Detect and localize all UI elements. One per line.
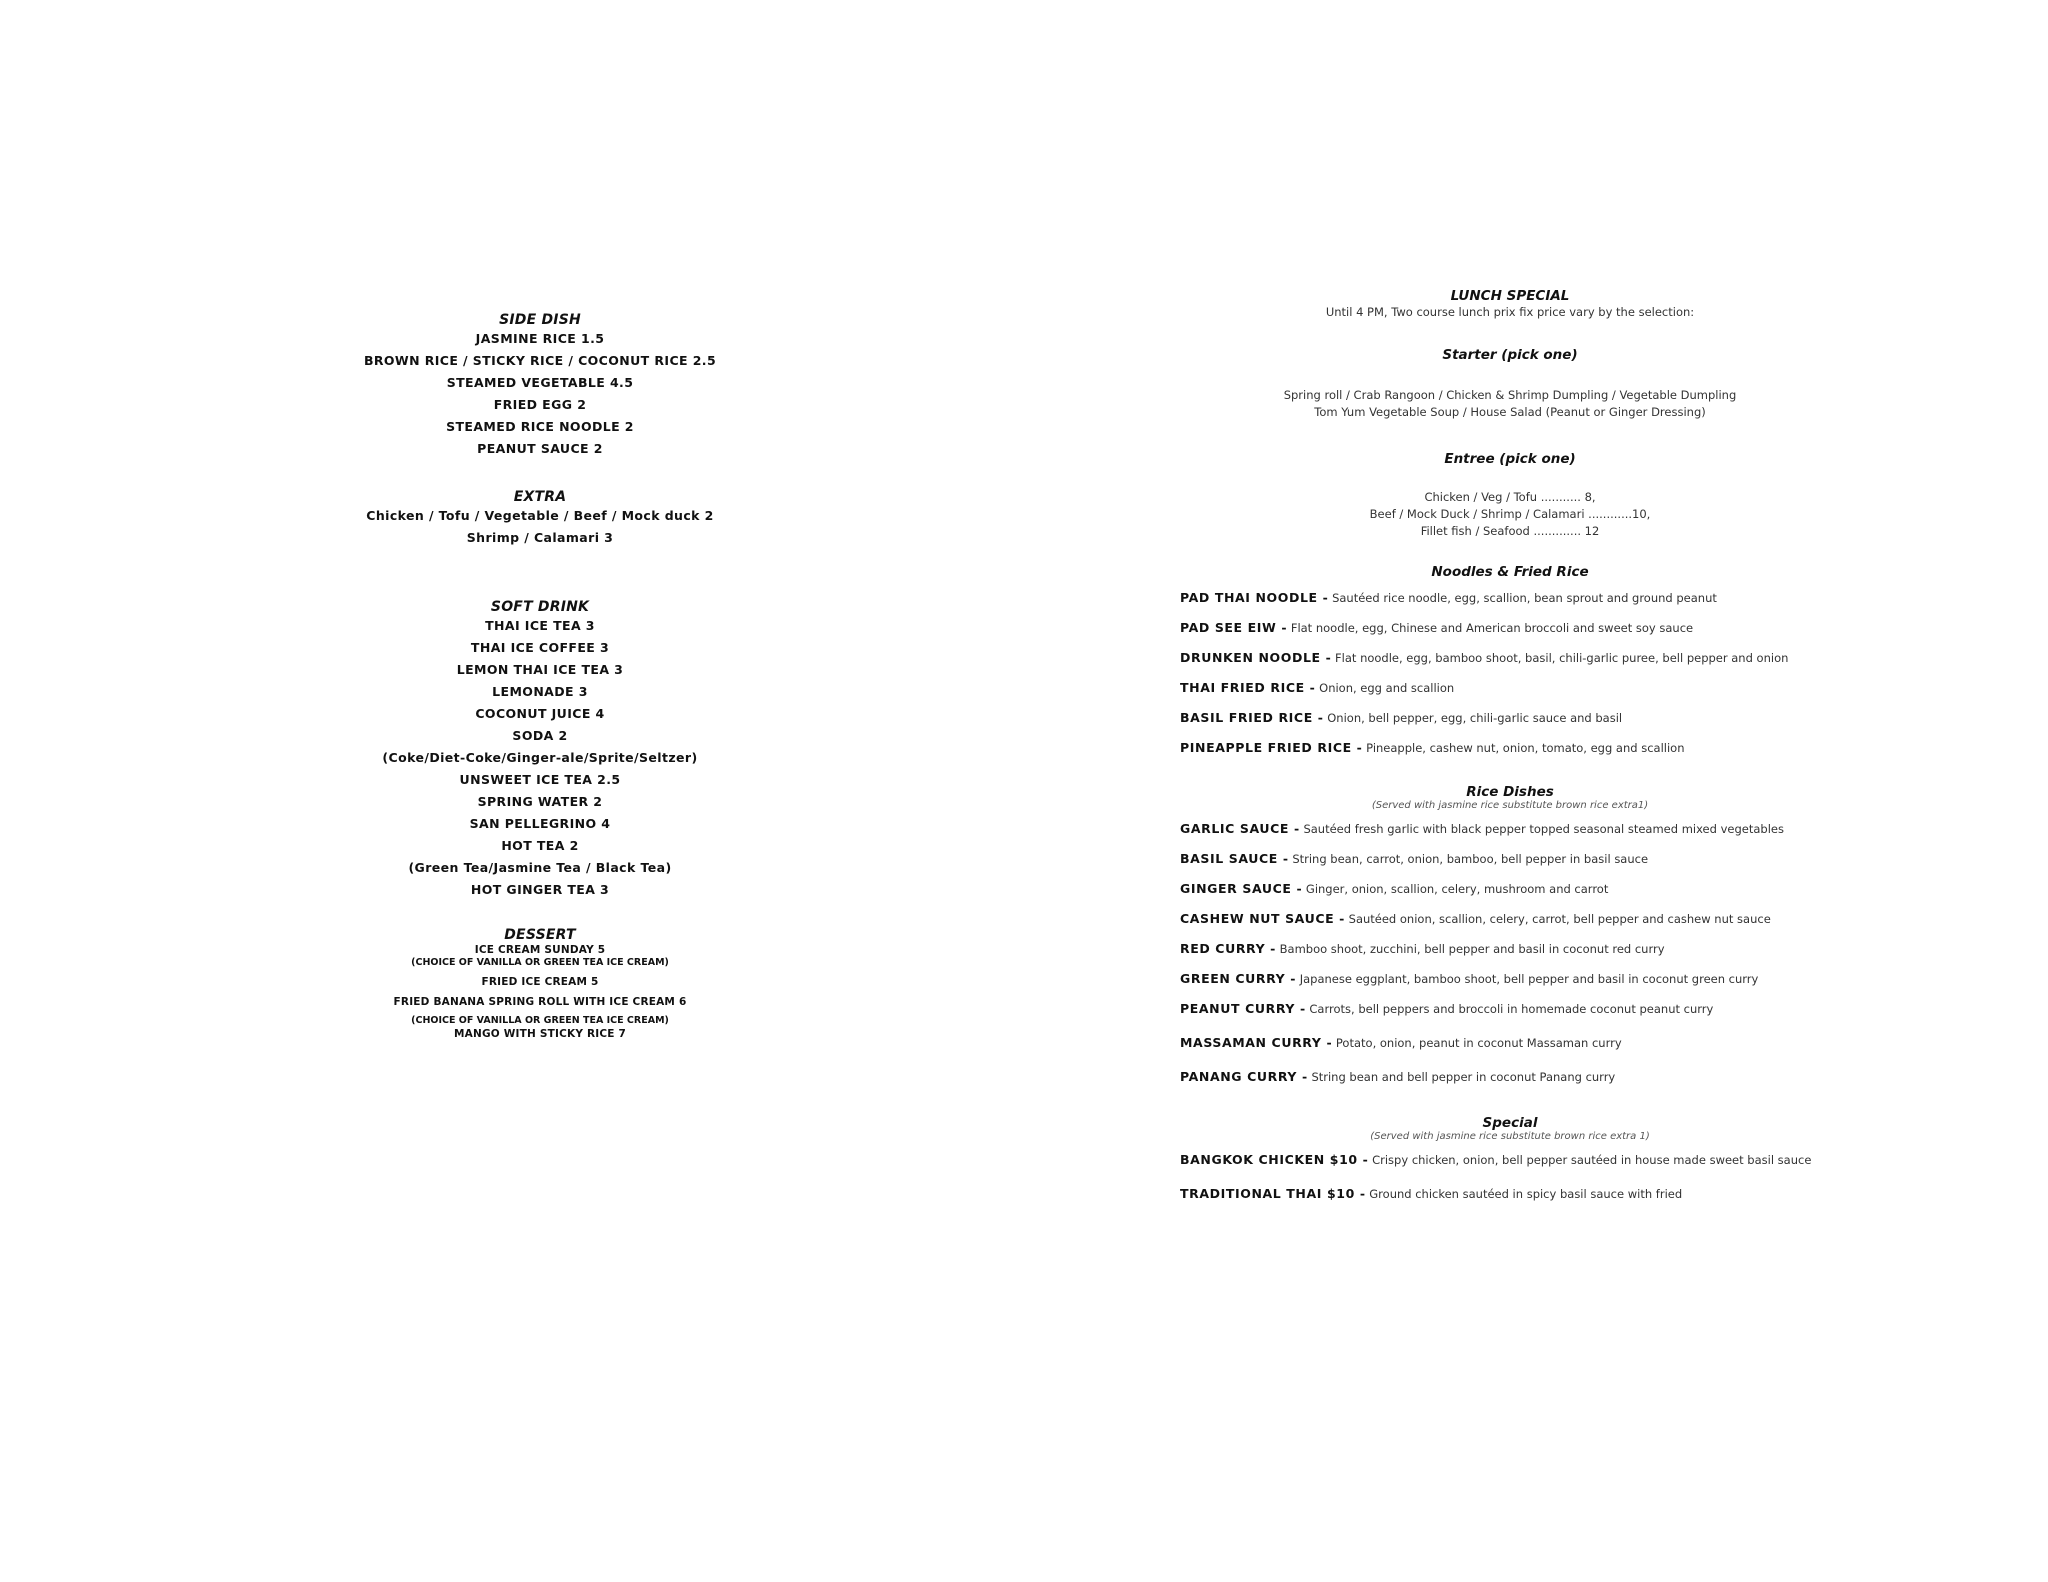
menu-item xyxy=(1180,588,1840,618)
menu-item-name: RED CURRY - xyxy=(1180,941,1276,956)
soft-drink-title: SOFT DRINK xyxy=(490,599,590,615)
menu-item-desc: Japanese eggplant, bamboo shoot, bell pepper and basil in coconut green curry xyxy=(1299,972,1759,986)
soft-drink-item: (Green Tea/Jasmine Tea / Black Tea) xyxy=(408,860,672,875)
menu-item-desc: Sautéed fresh garlic with black pepper topped seasonal steamed mixed vegetables xyxy=(1303,822,1784,836)
rice-dishes-note: (Served with jasmine rice substitute brown rice extra1) xyxy=(1371,800,1649,811)
menu-item-desc: Sautéed onion, scallion, celery, carrot, bell pepper and cashew nut sauce xyxy=(1348,912,1771,926)
menu-item-desc: Ginger, onion, scallion, celery, mushroom and carrot xyxy=(1305,882,1609,896)
soft-drink-item: THAI ICE TEA 3 xyxy=(485,618,595,633)
special-title: Special xyxy=(1482,1115,1538,1131)
side-dish-item: BROWN RICE / STICKY RICE / COCONUT RICE 2.5 xyxy=(363,353,717,368)
soft-drink-item: SODA 2 xyxy=(512,728,568,743)
menu-item xyxy=(1180,909,1840,939)
soft-drink-item: UNSWEET ICE TEA 2.5 xyxy=(459,772,621,787)
soft-drink-item: HOT GINGER TEA 3 xyxy=(470,882,610,897)
soft-drink-item: SPRING WATER 2 xyxy=(477,794,603,809)
menu-item-name: THAI FRIED RICE - xyxy=(1180,680,1316,695)
soft-drink-item: (Coke/Diet-Coke/Ginger-ale/Sprite/Seltzer) xyxy=(382,750,698,765)
menu-item xyxy=(1180,849,1840,879)
soft-drink-item: HOT TEA 2 xyxy=(501,838,579,853)
extra-section xyxy=(340,489,740,549)
side-dish-item: STEAMED RICE NOODLE 2 xyxy=(446,419,634,434)
soft-drink-item: LEMON THAI ICE TEA 3 xyxy=(456,662,624,677)
menu-item-name: GINGER SAUCE - xyxy=(1180,881,1303,896)
dessert-item: FRIED ICE CREAM 5 xyxy=(481,976,599,988)
side-dish-item: STEAMED VEGETABLE 4.5 xyxy=(446,375,634,390)
menu-item xyxy=(1180,1184,1840,1214)
dessert-item: ICE CREAM SUNDAY 5 xyxy=(474,944,606,956)
entree-line: Beef / Mock Duck / Shrimp / Calamari ............10, xyxy=(1369,507,1651,521)
menu-item xyxy=(1180,618,1840,648)
menu-item-desc: Ground chicken sautéed in spicy basil sauce with fried xyxy=(1369,1187,1683,1201)
menu-item-name: PAD THAI NOODLE - xyxy=(1180,590,1329,605)
menu-item-name: PANANG CURRY - xyxy=(1180,1069,1308,1084)
special-section xyxy=(1180,1115,1840,1214)
menu-item xyxy=(1180,939,1840,969)
menu-item xyxy=(1180,648,1840,678)
soft-drink-item: SAN PELLEGRINO 4 xyxy=(469,816,611,831)
noodles-title: Noodles & Fried Rice xyxy=(1431,564,1589,580)
side-dish-section xyxy=(340,312,740,460)
menu-item-name: PAD SEE EIW - xyxy=(1180,620,1288,635)
menu-item xyxy=(1180,819,1840,849)
left-column xyxy=(340,312,740,1041)
menu-item xyxy=(1180,969,1840,999)
menu-item-desc: Crispy chicken, onion, bell pepper sautéed in house made sweet basil sauce xyxy=(1372,1153,1812,1167)
menu-item-name: PEANUT CURRY - xyxy=(1180,1001,1306,1016)
menu-item xyxy=(1180,879,1840,909)
menu-item-desc: Pineapple, cashew nut, onion, tomato, egg and scallion xyxy=(1366,741,1685,755)
menu-item-desc: Potato, onion, peanut in coconut Massaman curry xyxy=(1335,1036,1622,1050)
menu-item-name: BANGKOK CHICKEN $10 - xyxy=(1180,1152,1369,1167)
noodles-section xyxy=(1180,564,1840,768)
starter-line: Tom Yum Vegetable Soup / House Salad (Peanut or Ginger Dressing) xyxy=(1314,405,1706,419)
menu-item-name: BASIL FRIED RICE - xyxy=(1180,710,1324,725)
dessert-item: FRIED BANANA SPRING ROLL WITH ICE CREAM 6 xyxy=(393,996,687,1008)
soft-drink-item: COCONUT JUICE 4 xyxy=(475,706,605,721)
lunch-special-title: LUNCH SPECIAL xyxy=(1450,288,1570,304)
menu-item xyxy=(1180,999,1840,1033)
menu-item-desc: Flat noodle, egg, Chinese and American broccoli and sweet soy sauce xyxy=(1290,621,1694,635)
menu-item-name: GARLIC SAUCE - xyxy=(1180,821,1300,836)
menu-item xyxy=(1180,678,1840,708)
dessert-title: DESSERT xyxy=(504,927,576,943)
menu-item xyxy=(1180,1067,1840,1097)
menu-item-desc: Bamboo shoot, zucchini, bell pepper and basil in coconut red curry xyxy=(1279,942,1665,956)
menu-item xyxy=(1180,708,1840,738)
menu-item-name: TRADITIONAL THAI $10 - xyxy=(1180,1186,1366,1201)
menu-item-name: MASSAMAN CURRY - xyxy=(1180,1035,1333,1050)
menu-item xyxy=(1180,1150,1840,1184)
menu-item-name: PINEAPPLE FRIED RICE - xyxy=(1180,740,1363,755)
dessert-section xyxy=(340,927,740,1041)
side-dish-item: JASMINE RICE 1.5 xyxy=(475,331,605,346)
menu-item-desc: String bean, carrot, onion, bamboo, bell pepper in basil sauce xyxy=(1292,852,1649,866)
menu-item-desc: Onion, egg and scallion xyxy=(1319,681,1455,695)
starter-line: Spring roll / Crab Rangoon / Chicken & Shrimp Dumpling / Vegetable Dumpling xyxy=(1283,388,1737,402)
entree-title: Entree (pick one) xyxy=(1444,451,1576,467)
menu-item-desc: Onion, bell pepper, egg, chili-garlic sauce and basil xyxy=(1327,711,1623,725)
special-note: (Served with jasmine rice substitute brown rice extra 1) xyxy=(1370,1131,1650,1142)
side-dish-title: SIDE DISH xyxy=(499,312,581,328)
menu-item xyxy=(1180,738,1840,768)
dessert-note: (CHOICE OF VANILLA OR GREEN TEA ICE CREAM) xyxy=(411,1015,669,1026)
menu-item-name: GREEN CURRY - xyxy=(1180,971,1297,986)
soft-drink-section xyxy=(340,599,740,901)
right-column xyxy=(1180,288,1840,1214)
lunch-special-section xyxy=(1180,288,1840,321)
dessert-note: (CHOICE OF VANILLA OR GREEN TEA ICE CREAM) xyxy=(411,957,669,968)
starter-title: Starter (pick one) xyxy=(1442,347,1578,363)
side-dish-item: PEANUT SAUCE 2 xyxy=(477,441,603,456)
dessert-item: MANGO WITH STICKY RICE 7 xyxy=(453,1028,627,1040)
entree-section xyxy=(1180,451,1840,540)
extra-item: Shrimp / Calamari 3 xyxy=(466,530,614,545)
rice-dishes-title: Rice Dishes xyxy=(1466,784,1554,800)
extra-item: Chicken / Tofu / Vegetable / Beef / Mock duck 2 xyxy=(366,508,714,523)
starter-section xyxy=(1180,347,1840,421)
lunch-special-subtitle: Until 4 PM, Two course lunch prix fix price vary by the selection: xyxy=(1325,305,1695,319)
menu-item-name: CASHEW NUT SAUCE - xyxy=(1180,911,1345,926)
soft-drink-item: LEMONADE 3 xyxy=(492,684,588,699)
side-dish-item: FRIED EGG 2 xyxy=(493,397,587,412)
menu-item-desc: Flat noodle, egg, bamboo shoot, basil, chili-garlic puree, bell pepper and onion xyxy=(1335,651,1789,665)
menu-item xyxy=(1180,1033,1840,1067)
menu-item-desc: String bean and bell pepper in coconut Panang curry xyxy=(1311,1070,1616,1084)
rice-dishes-section xyxy=(1180,784,1840,1097)
entree-line: Chicken / Veg / Tofu ........... 8, xyxy=(1424,490,1596,504)
entree-line: Fillet fish / Seafood ............. 12 xyxy=(1420,524,1600,538)
menu-item-desc: Carrots, bell peppers and broccoli in homemade coconut peanut curry xyxy=(1309,1002,1714,1016)
extra-title: EXTRA xyxy=(513,489,567,505)
menu-item-desc: Sautéed rice noodle, egg, scallion, bean sprout and ground peanut xyxy=(1332,591,1717,605)
menu-item-name: DRUNKEN NOODLE - xyxy=(1180,650,1332,665)
soft-drink-item: THAI ICE COFFEE 3 xyxy=(470,640,610,655)
menu-item-name: BASIL SAUCE - xyxy=(1180,851,1289,866)
